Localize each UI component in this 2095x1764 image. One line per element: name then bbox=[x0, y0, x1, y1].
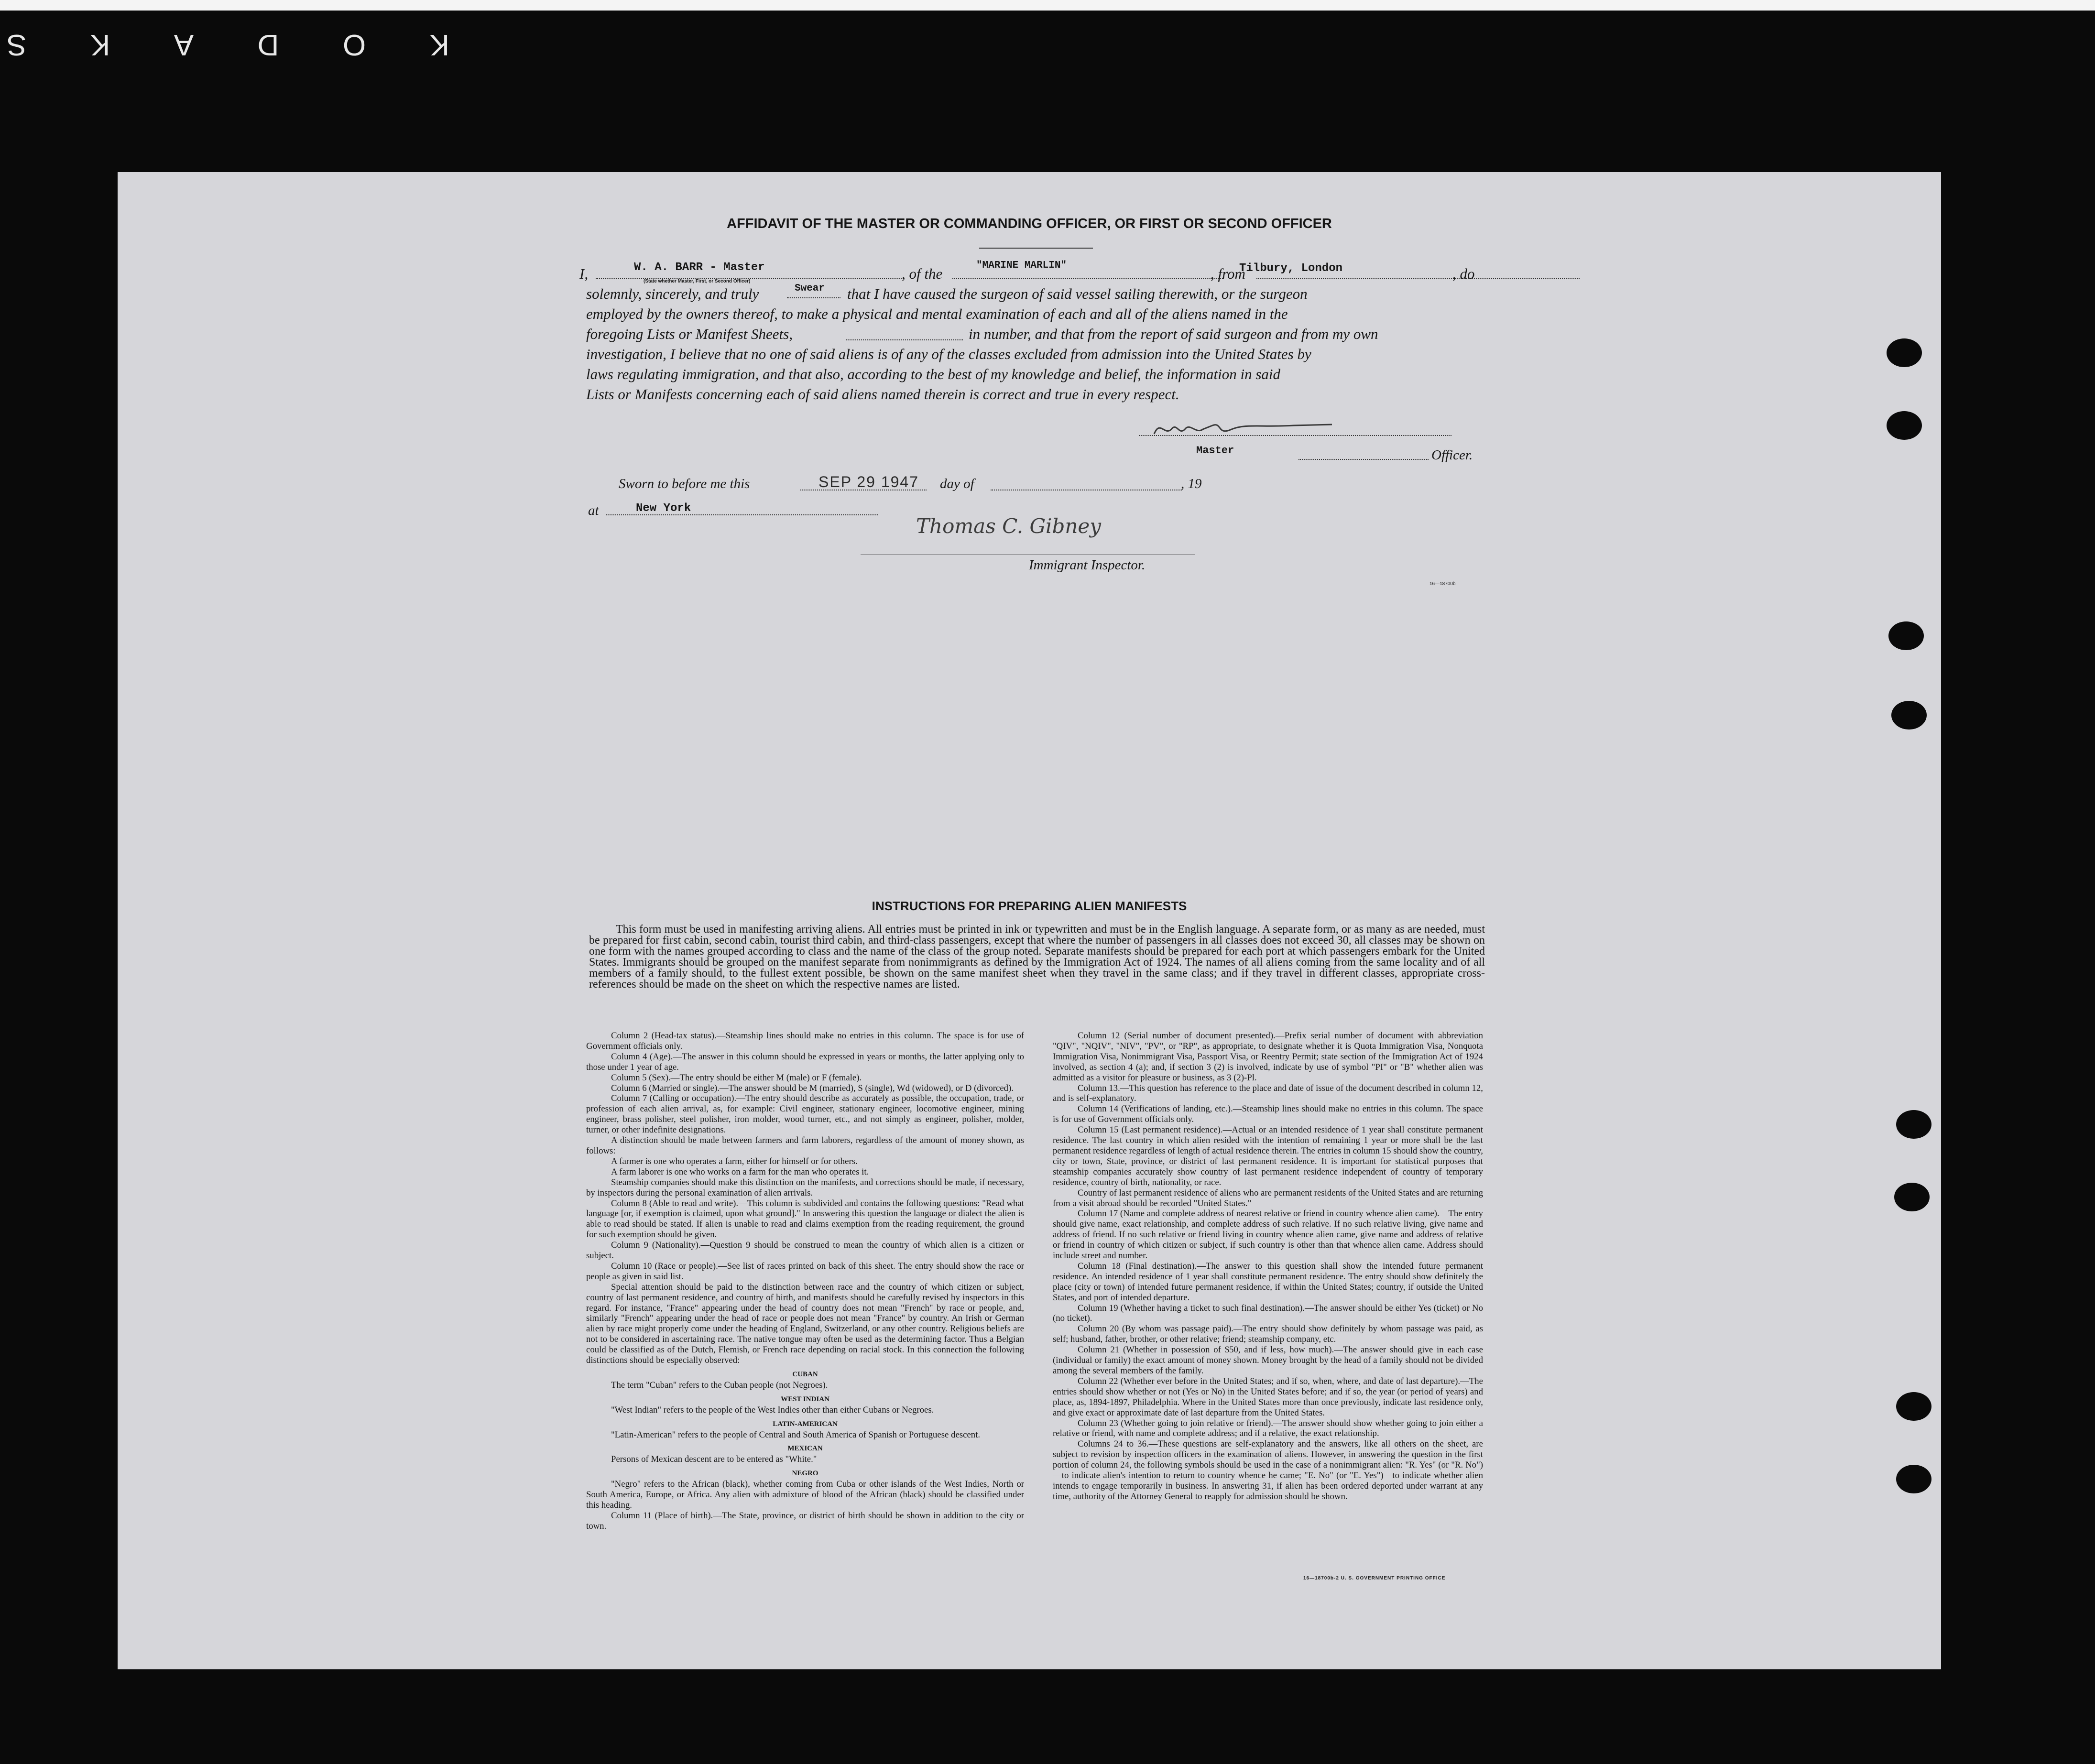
at-label: at bbox=[588, 503, 599, 518]
section-heading: MEXICAN bbox=[787, 1445, 823, 1453]
instruction-paragraph: Column 17 (Name and complete address of nearest relative or friend in country whence alien came).—The entry should give name, exact relationship, and complete address of such relative. If no such relative living, give name and address of friend. If no such relative or friend living in country whence alien came, give name and address of relative or friend in country of which citizen or subject, if such country is other than that whence alien came. Address should include street and number. bbox=[1053, 1209, 1483, 1261]
instruction-paragraph: "West Indian" refers to the people of the West Indies other than either Cubans or Negroes. bbox=[611, 1405, 934, 1415]
section-heading: WEST INDIAN bbox=[781, 1395, 829, 1403]
inspector-label: Immigrant Inspector. bbox=[1029, 557, 1146, 573]
section-heading: CUBAN bbox=[792, 1371, 818, 1378]
line-in-number: in number, and that from the report of said surgeon and from my own bbox=[969, 326, 1378, 342]
instruction-paragraph: Column 5 (Sex).—The entry should be either M (male) or F (female). bbox=[611, 1072, 862, 1083]
sworn-place: New York bbox=[636, 502, 691, 515]
instruction-paragraph: Persons of Mexican descent are to be entered as "White." bbox=[611, 1454, 817, 1465]
instruction-paragraph: Column 18 (Final destination).—The answer to this question shall show the intended future permanent residence. An intended residence of 1 year shall constitute permanent residence. The entry should show definitely the place (city or town) of intended future permanent residence, if within the United States; country, if outside the United States, and port of intended departure. bbox=[1053, 1261, 1483, 1303]
signature-rule bbox=[1139, 435, 1451, 436]
instruction-paragraph: Column 12 (Serial number of document presented).—Prefix serial number of document with abbreviation "QIV", "NQIV", "NIV", "PV", or "RP", as appropriate, to designate whether it is Quota Immigration Visa, Nonquota Immigration Visa, Nonimmigrant Visa, Passport Visa, or Reentry Permit; state section of the Immigration Act of 1924 involved, as section 4 (a); and, if section 3 (2) is involved, indicate by use of symbol "PI" or "B" whether alien was admitted as a visitor for pleasure or business, as 3 (2)-Pl. bbox=[1053, 1031, 1483, 1083]
affidavit-i: I, bbox=[579, 265, 589, 282]
instruction-paragraph: Country of last permanent residence of aliens who are permanent residents of the United States and are returning from a visit abroad should be recorded "United States." bbox=[1053, 1187, 1483, 1209]
do-label: , do bbox=[1452, 265, 1475, 282]
of-the-label: , of the bbox=[902, 265, 943, 282]
instructions-left-column bbox=[586, 1031, 1024, 1532]
year-label: , 19 bbox=[1181, 476, 1202, 491]
name-note: (State whether Master, First, or Second Officer) bbox=[644, 279, 751, 284]
instruction-paragraph: Column 19 (Whether having a ticket to such final destination).—The answer should be either Yes (ticket) or No (no ticket). bbox=[1053, 1303, 1483, 1324]
instruction-paragraph: Column 20 (By whom was passage paid).—The entry should show definitely by whom passage was paid, as self; husband, father, brother, or other relative; friend; steamship company, etc. bbox=[1053, 1324, 1483, 1345]
instruction-paragraph: The term "Cuban" refers to the Cuban people (not Negroes). bbox=[611, 1380, 828, 1390]
instruction-paragraph: Column 15 (Last permanent residence).—Actual or an intended residence of 1 year shall constitute permanent residence. The last country in which alien resided with the intention of remaining 1 year or more shall be the last permanent residence regardless of length of actual residence therein. The entries in column 15 should show the country, city or town, State, province, or district of last permanent residence. It is important for statistical purposes that steamship companies accurately show country of last permanent residence independent of country of temporary residence, country of birth, nationality, or race. bbox=[1053, 1125, 1483, 1187]
line-lists: Lists or Manifests concerning each of said aliens named therein is correct and true in every respect. bbox=[586, 386, 1179, 403]
punch-hole bbox=[1887, 411, 1922, 440]
instruction-paragraph: A distinction should be made between farmers and farm laborers, regardless of the amount of money shown, as follows: bbox=[586, 1135, 1024, 1156]
date-stamp: SEP 29 1947 bbox=[818, 473, 919, 490]
line-employed: employed by the owners thereof, to make a physical and mental examination of each and all of the aliens named in the bbox=[586, 305, 1288, 322]
master-title: Master bbox=[1196, 445, 1234, 457]
instructions-right-column bbox=[1053, 1031, 1483, 1502]
film-brand-letter: A bbox=[172, 28, 194, 61]
instruction-paragraph: Column 10 (Race or people).—See list of races printed on back of this sheet. The entry should show the race or people as given in said list. bbox=[586, 1261, 1024, 1282]
instruction-paragraph: Column 7 (Calling or occupation).—The entry should describe as accurately as possible, the occupation, trade, or profession of each alien arrival, as, for example: Civil engineer, stationary engineer, locomotive engineer, mining engineer, brass polisher, steel polisher, iron molder, wood turner, etc., and not simply as engineer, polisher, molder, turner, or other indefinite designations. bbox=[586, 1093, 1024, 1135]
instruction-paragraph: Column 4 (Age).—The answer in this column should be expressed in years or months, the latter applying only to those under 1 year of age. bbox=[586, 1051, 1024, 1072]
sworn-label: Sworn to before me this bbox=[619, 476, 750, 491]
punch-hole bbox=[1887, 338, 1922, 367]
affidavit-title: AFFIDAVIT OF THE MASTER OR COMMANDING OFFICER, OR FIRST OR SECOND OFFICER bbox=[727, 216, 1332, 231]
film-brand-letter: K bbox=[427, 28, 449, 61]
section-heading: LATIN-AMERICAN bbox=[773, 1420, 838, 1428]
instruction-paragraph: Column 6 (Married or single).—The answer should be M (married), S (single), Wd (widowed), or D (divorced). bbox=[611, 1083, 1014, 1093]
printing-office-footer: 16—18700b-2 U. S. GOVERNMENT PRINTING OFFICE bbox=[1303, 1576, 1446, 1581]
instruction-paragraph: Columns 24 to 36.—These questions are self-explanatory and the answers, like all others on the sheet, are subject to revision by inspection officers in the examination of aliens. However, in answering the question in the first portion of column 24, the following symbols should be used in the case of a nonimmigrant alien: "R. Yes" (or "R. No")—to indicate alien's intention to return to country whence he came; "E. No" (or "E. Yes")—to indicate whether alien intends to engage temporarily in business. In answering 31, if alien has been ordered deported under warrant at any time, authority of the Attorney General to reapply for admission should be shown. bbox=[1053, 1439, 1483, 1502]
form-number: 16—18700b bbox=[1429, 581, 1456, 587]
instruction-paragraph: Column 11 (Place of birth).—The State, province, or district of birth should be shown in addition to the city or town. bbox=[586, 1510, 1024, 1531]
line-laws: laws regulating immigration, and that also, according to the best of my knowledge and belief, the information in said bbox=[586, 366, 1281, 382]
instruction-paragraph: Column 13.—This question has reference to the place and date of issue of the document described in column 12, and is self-explanatory. bbox=[1053, 1083, 1483, 1104]
oath-rule bbox=[787, 297, 840, 298]
vessel-rule bbox=[952, 278, 1223, 279]
instruction-paragraph: "Negro" refers to the African (black), whether coming from Cuba or other islands of the West Indies, North or South America, Europe, or Africa. Any alien with admixture of blood of the African (black) should be classified under this heading. bbox=[586, 1479, 1024, 1510]
instruction-paragraph: Column 9 (Nationality).—Question 9 should be construed to mean the country of which alien is a citizen or subject. bbox=[586, 1240, 1024, 1261]
line-surgeon: that I have caused the surgeon of said vessel sailing therewith, or the surgeon bbox=[847, 285, 1308, 302]
instruction-paragraph: "Latin-American" refers to the people of Central and South America of Spanish or Portuguese descent. bbox=[611, 1429, 981, 1440]
oath-word: Swear bbox=[795, 283, 825, 294]
section-heading: NEGRO bbox=[792, 1470, 818, 1478]
officer-rule bbox=[1298, 459, 1429, 460]
punch-hole bbox=[1896, 1110, 1931, 1139]
inspector-signature: Thomas C. Gibney bbox=[916, 514, 1101, 538]
film-brand-letter: O bbox=[340, 28, 366, 61]
instruction-paragraph: Column 23 (Whether going to join relative or friend).—The answer should show whether going to join either a relative or friend, with name and complete address; and if a relative, the exact relationship. bbox=[1053, 1418, 1483, 1439]
film-brand-letter: D bbox=[255, 28, 279, 61]
instruction-paragraph: A farmer is one who operates a farm, either for himself or for others. bbox=[611, 1156, 858, 1166]
from-label: , from bbox=[1211, 265, 1245, 282]
line-foregoing: foregoing Lists or Manifest Sheets, bbox=[586, 326, 793, 342]
instruction-paragraph: A farm laborer is one who works on a farm for the man who operates it. bbox=[611, 1166, 869, 1177]
punch-hole bbox=[1891, 701, 1927, 730]
instruction-paragraph: Column 22 (Whether ever before in the United States; and if so, when, where, and date of last departure).—The entries should show whether or not (Yes or No) in the United States before; and if so, the year (or period of years) and place, as, 1894-1897, Philadelphia. Where in the United States more than once previously, indicate last residence only, and give exact or approximate date of last departure from the United States. bbox=[1053, 1376, 1483, 1418]
day-of-label: day of bbox=[940, 476, 974, 491]
instructions-intro: This form must be used in manifesting arriving aliens. All entries must be printed in ink or typewritten and must be in the English language. A separate form, or as many as are needed, must be prepared for first cabin, second cabin, tourist third cabin, and third-class passengers, except that where the number of passengers in all classes does not exceed 30, all classes may be shown on one form with the names grouped according to class and the name of the class of the group noted. Separate manifests should be prepared for each port at which passengers embark for the United States. Immigrants should be grouped on the manifest separate from nonimmigrants as defined by the Immigration Act of 1924. The names of all aliens coming from the same locality and of all members of a family should, to the fullest extent possible, be shown on the same manifest sheet when they travel in the same class; and if they travel in different classes, appropriate cross-references should be made on the sheet on which the respective names are listed. bbox=[589, 923, 1485, 991]
title-rule bbox=[979, 248, 1093, 249]
instruction-paragraph: Column 21 (Whether in possession of $50, and if less, how much).—The answer should give in each case (individual or family) the exact amount of money shown. Money brought by the head of a family should not be divided among the several members of the family. bbox=[1053, 1345, 1483, 1376]
manifest-sheet bbox=[118, 172, 1941, 1669]
officer-label: Officer. bbox=[1431, 447, 1473, 463]
instruction-paragraph: Column 14 (Verifications of landing, etc.).—Steamship lines should make no entries in this column. The space is for use of Government officials only. bbox=[1053, 1104, 1483, 1125]
instruction-paragraph: Column 2 (Head-tax status).—Steamship lines should make no entries in this column. The space is for use of Government officials only. bbox=[586, 1031, 1024, 1051]
instruction-paragraph: Special attention should be paid to the distinction between race and the country of which citizen or subject, country of last permanent residence, and country of birth, and manifests should be carefully revised by inspectors in this regard. For instance, "France" appearing under the head of country does not mean "French" by race or people, and, similarly "French" appearing under the head of race or people does not mean "France" by country. An Irish or German alien by race might properly come under the heading of England, Switzerland, or any other country. Religious beliefs are not to be considered in ascertaining race. The native tongue may often be used as the determining factor. Thus a Belgian could be classified as of the Dutch, Flemish, or French race depending on racial stock. In this connection the following distinctions should be especially observed: bbox=[586, 1282, 1024, 1366]
punch-hole bbox=[1896, 1465, 1931, 1493]
vessel-name: "MARINE MARLIN" bbox=[976, 260, 1067, 271]
film-brand-letter: K bbox=[88, 28, 110, 61]
punch-hole bbox=[1888, 621, 1924, 650]
instructions-title: INSTRUCTIONS FOR PREPARING ALIEN MANIFESTS bbox=[872, 899, 1187, 913]
film-brand-mark bbox=[5, 28, 449, 62]
line-investigation: investigation, I believe that no one of said aliens is of any of the classes excluded from admission into the United States by bbox=[586, 346, 1311, 362]
officer-name: W. A. BARR - Master bbox=[634, 261, 765, 274]
film-edge bbox=[0, 0, 2095, 11]
punch-hole bbox=[1896, 1392, 1931, 1421]
instruction-paragraph: Steamship companies should make this distinction on the manifests, and corrections should be made, if necessary, by inspectors during the personal examination of alien arrivals. bbox=[586, 1177, 1024, 1198]
master-signature bbox=[1150, 415, 1351, 444]
line-solemnly: solemnly, sincerely, and truly bbox=[586, 285, 759, 302]
from-rule bbox=[1256, 278, 1580, 279]
punch-hole bbox=[1894, 1183, 1930, 1211]
count-rule bbox=[846, 339, 963, 340]
instruction-paragraph: Column 8 (Able to read and write).—This column is subdivided and contains the following questions: "Read what language [or, if exemption is claimed, upon what ground]." In answering this question the language or dialect the alien is able to read should be stated. If alien is unable to read and claims exemption from the reading requirement, the ground for such exemption should be given. bbox=[586, 1198, 1024, 1240]
film-brand-letter: S bbox=[5, 28, 27, 61]
departure-port: Tilbury, London bbox=[1239, 262, 1343, 275]
